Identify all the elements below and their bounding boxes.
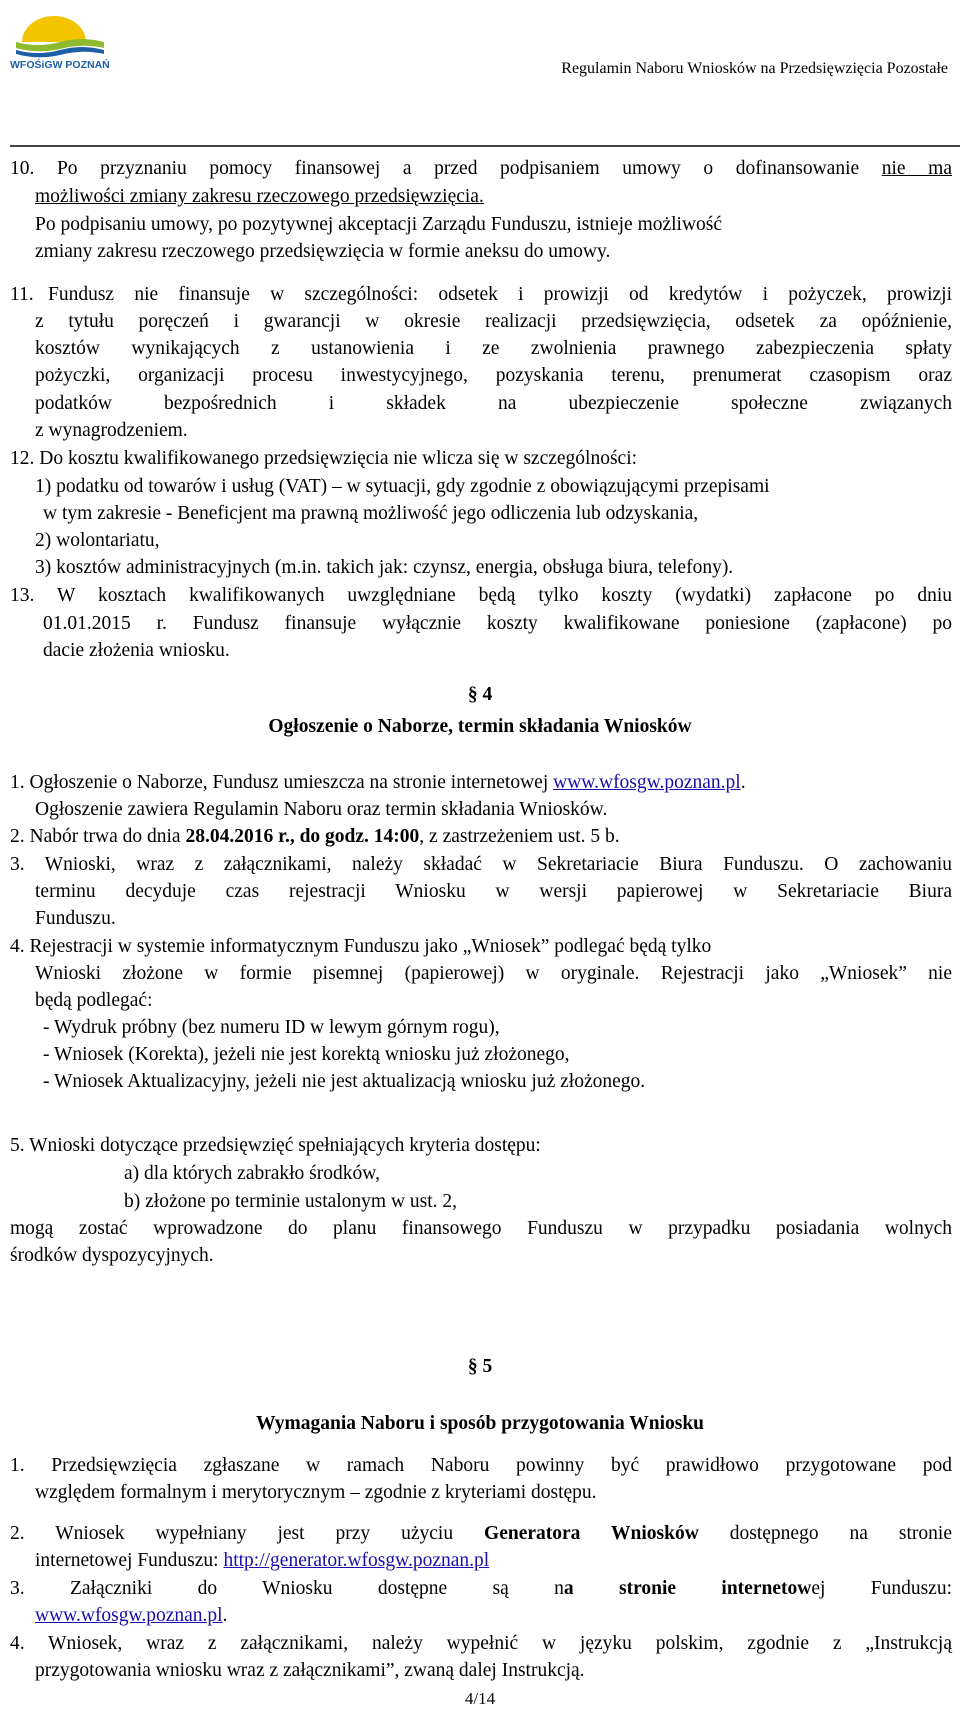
s4-item-5-line-5: środków dyspozycyjnych. — [10, 1245, 214, 1266]
s4-item-4-bullet-2: - Wniosek (Korekta), jeżeli nie jest korektą wniosku już złożonego, — [43, 1044, 570, 1065]
p10-line-1: 10. Po przyznaniu pomocy finansowej a przed podpisaniem umowy o dofinansowanie nie ma — [10, 158, 952, 179]
wfosgw-website-link[interactable]: www.wfosgw.poznan.pl — [553, 772, 741, 793]
p11-line-3: kosztów wynikających z ustanowienia i ze zwolnienia prawnego zabezpieczenia spłaty — [35, 338, 952, 359]
p11-line-4: pożyczki, organizacji procesu inwestycyjnego, pozyskania terenu, prenumerat czasopism oraz — [35, 365, 952, 386]
s5-item-1-line-1: 1. Przedsięwzięcia zgłaszane w ramach Naboru powinny być prawidłowo przygotowane pod — [10, 1455, 952, 1476]
s4-item-3-line-2: terminu decyduje czas rejestracji Wniosku w wersji papierowej w Sekretariacie Biura — [35, 881, 952, 902]
p12-line-1: 12. Do kosztu kwalifikowanego przedsięwzięcia nie wlicza się w szczególności: — [10, 448, 638, 469]
s4-item-5-option-b: b) złożone po terminie ustalonym w ust. 2, — [124, 1191, 458, 1212]
s5-item-2-line-2: internetowej Funduszu: http://generator.wfosgw.poznan.pl — [35, 1550, 490, 1571]
s5-item-1-line-2: względem formalnym i merytorycznym – zgodnie z kryteriami dostępu. — [35, 1482, 597, 1503]
p13-line-3: dacie złożenia wniosku. — [43, 640, 230, 661]
p12-line-4: 2) wolontariatu, — [35, 530, 160, 551]
s4-item-2: 2. Nabór trwa do dnia 28.04.2016 r., do godz. 14:00, z zastrzeżeniem ust. 5 b. — [10, 826, 620, 847]
section-5-sign: § 5 — [467, 1356, 493, 1377]
s4-item-4-bullet-1: - Wydruk próbny (bez numeru ID w lewym górnym rogu), — [43, 1017, 500, 1038]
page-number: 4/14 — [464, 1689, 496, 1708]
s5-item-4-line-2: przygotowania wniosku wraz z załącznikami”, zwaną dalej Instrukcją. — [35, 1660, 585, 1681]
p10-line-3: Po podpisaniu umowy, po pozytywnej akceptacji Zarządu Funduszu, istnieje możliwość — [35, 214, 723, 235]
sun-shape — [22, 16, 86, 42]
p10-line-4: zmiany zakresu rzeczowego przedsięwzięcia w formie aneksu do umowy. — [35, 241, 611, 262]
s4-item-4-bullet-3: - Wniosek Aktualizacyjny, jeżeli nie jest aktualizacją wniosku już złożonego. — [43, 1071, 646, 1092]
p12-line-5: 3) kosztów administracyjnych (m.in. takich jak: czynsz, energia, obsługa biura, telefony). — [35, 557, 734, 578]
p10-line-2: możliwości zmiany zakresu rzeczowego przedsięwzięcia. — [35, 186, 484, 207]
p11-line-1: Fundusz nie finansuje w szczególności: odsetek i prowizji od kredytów i pożyczek, prowizji — [48, 284, 952, 305]
s4-item-3-line-1: 3. Wnioski, wraz z załącznikami, należy składać w Sekretariacie Biura Funduszu. O zachowaniu — [10, 854, 952, 875]
p11-line-2: z tytułu poręczeń i gwarancji w okresie realizacji przedsięwzięcia, odsetek za opóźnienie, — [35, 311, 952, 332]
logo-graphic — [8, 8, 112, 72]
generator-link[interactable]: http://generator.wfosgw.poznan.pl — [223, 1550, 490, 1571]
header-divider — [10, 145, 960, 147]
deadline-date: 28.04.2016 r., do godz. 14:00 — [185, 826, 420, 847]
s4-item-4-line-2: Wnioski złożone w formie pisemnej (papierowej) w oryginale. Rejestracji jako „Wniosek” nie — [35, 963, 952, 984]
p11-line-5: podatków bezpośrednich i składek na ubezpieczenie społeczne związanych — [35, 393, 952, 414]
section-4-sign: § 4 — [467, 684, 493, 705]
s4-item-5-option-a: a) dla których zabrakło środków, — [124, 1163, 380, 1184]
p11-line-6: z wynagrodzeniem. — [35, 420, 188, 441]
p13-line-1: 13. W kosztach kwalifikowanych uwzględniane będą tylko koszty (wydatki) zapłacone po dniu — [10, 585, 952, 606]
wfosigw-logo — [8, 8, 112, 72]
s5-item-4-line-1: 4. Wniosek, wraz z załącznikami, należy wypełnić w języku polskim, zgodnie z „Instrukcją — [10, 1633, 952, 1654]
s4-item-1-line-1: 1. Ogłoszenie o Naborze, Fundusz umieszcza na stronie internetowej www.wfosgw.poznan.pl. — [10, 772, 746, 793]
p12-line-3: w tym zakresie - Beneficjent ma prawną możliwość jego odliczenia lub odzyskania, — [43, 503, 699, 524]
s4-item-4-line-3: będą podlegać: — [35, 990, 153, 1011]
s5-item-2-line-1: 2. Wniosek wypełniany jest przy użyciu Generatora Wniosków dostępnego na stronie — [10, 1523, 952, 1544]
s4-item-1-line-2: Ogłoszenie zawiera Regulamin Naboru oraz termin składania Wniosków. — [35, 799, 608, 820]
p13-line-2: 01.01.2015 r. Fundusz finansuje wyłącznie koszty kwalifikowane poniesione (zapłacone) po — [43, 613, 952, 634]
wfosgw-website-link-2[interactable]: www.wfosgw.poznan.pl — [35, 1605, 223, 1626]
section-5-title: Wymagania Naboru i sposób przygotowania Wniosku — [255, 1413, 705, 1434]
section-4-title: Ogłoszenie o Naborze, termin składania Wniosków — [268, 716, 692, 737]
s5-item-3-line-1: 3. Załączniki do Wniosku dostępne są na stronie internetowej Funduszu: — [10, 1578, 952, 1599]
document-header-title: Regulamin Naboru Wniosków na Przedsięwzięcia Pozostałe — [561, 60, 948, 77]
p12-line-2: 1) podatku od towarów i usług (VAT) – w sytuacji, gdy zgodnie z obowiązującymi przepisami — [35, 476, 770, 497]
s4-item-5-line-1: 5. Wnioski dotyczące przedsięwzięć spełniających kryteria dostępu: — [10, 1135, 541, 1156]
s4-item-3-line-3: Funduszu. — [35, 908, 116, 929]
s4-item-4-line-1: 4. Rejestracji w systemie informatycznym Funduszu jako „Wniosek” podlegać będą tylko — [10, 936, 712, 957]
s4-item-5-line-4: mogą zostać wprowadzone do planu finansowego Funduszu w przypadku posiadania wolnych — [10, 1218, 952, 1239]
s5-item-3-line-2: www.wfosgw.poznan.pl. — [35, 1605, 228, 1626]
logo-text: WFOŚiGW POZNAŃ — [10, 59, 110, 71]
p11-number: 11. — [10, 284, 34, 305]
